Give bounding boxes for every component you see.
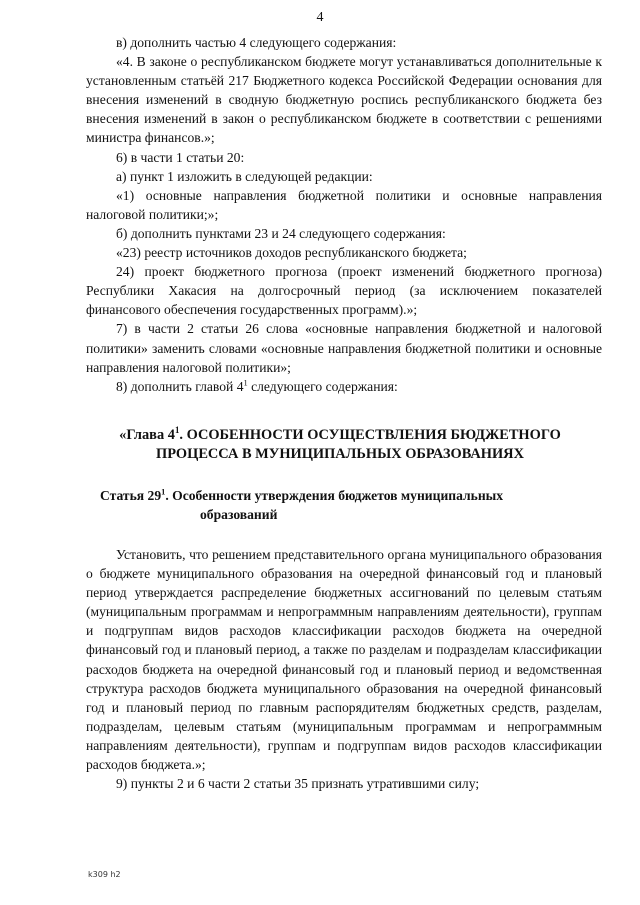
paragraph: «4. В законе о республиканском бюджете могут устанавливаться дополнительные к установленным статьёй 217 Бюджетного кодекса Российской Федерации основания для внесения изменений в сводную бюджетную роспись республиканского бюджета без внесения изменений в закон о республиканском бюджете в соответствии с решениями министра финансов.»; xyxy=(86,54,602,146)
paragraph-chapter-intro xyxy=(86,377,602,396)
footer-code: k309 h2 xyxy=(88,870,121,879)
paragraph-text: 8) дополнить главой 4 xyxy=(116,378,244,394)
article-heading-line: образований xyxy=(200,507,278,522)
paragraph: 7) в части 2 статьи 26 слова «основные направления бюджетной и налоговой политики» заменить словами «основные направления бюджетной политики и основные направления налоговой политики»; xyxy=(86,321,602,375)
page-number: 4 xyxy=(316,10,324,25)
paragraph: а) пункт 1 изложить в следующей редакции: xyxy=(116,168,373,184)
chapter-title-text: . ОСОБЕННОСТИ ОСУЩЕСТВЛЕНИЯ БЮДЖЕТНОГО xyxy=(179,427,561,443)
paragraph: в) дополнить частью 4 следующего содержания: xyxy=(116,35,397,50)
paragraph-text: следующего содержания: xyxy=(247,378,398,394)
paragraph: 9) пункты 2 и 6 части 2 статьи 35 признать утратившими силу; xyxy=(116,776,480,792)
chapter-heading xyxy=(80,426,600,464)
chapter-prefix: «Глава 4 xyxy=(119,427,175,443)
superscript: 1 xyxy=(174,425,180,436)
paragraph: «1) основные направления бюджетной политики и основные направления налоговой политики;»; xyxy=(86,187,602,222)
paragraph: 24) проект бюджетного прогноза (проект изменений бюджетного прогноза) Республики Хакасия на долгосрочный период (за исключением показателей финансового обеспечения государственных программ).»; xyxy=(86,264,602,318)
chapter-heading-line xyxy=(80,426,600,445)
article-heading xyxy=(100,486,600,524)
document-body-top xyxy=(86,33,602,396)
chapter-heading-line: ПРОЦЕССА В МУНИЦИПАЛЬНЫХ ОБРАЗОВАНИЯХ xyxy=(156,446,524,462)
article-title-text: . Особенности утверждения бюджетов муниципальных xyxy=(165,488,504,503)
article-prefix: Статья 29 xyxy=(100,488,162,503)
paragraph: 6) в части 1 статьи 20: xyxy=(116,149,245,165)
article-heading-line xyxy=(100,486,600,505)
paragraph: «23) реестр источников доходов республиканского бюджета; xyxy=(116,245,467,261)
paragraph: Установить, что решением представительного органа муниципального образования о бюджете муниципального образования на очередной финансовый год и плановый период утверждается распределение бюджетных ассигнований по целевым статьям (муниципальным программам и непрограммным направлениям деятельности), группам и подгруппам видов расходов классификации расходов бюджета на очередной финансовый год и плановый период, а также по разделам и подразделам классификации расходов бюджета на очередной финансовый год и плановый период и ведомственная структура расходов бюджета муниципального образования на очередной финансовый год и плановый период по главным распорядителям бюджетных средств, разделам, подразделам, целевым статьям (муниципальным программам и непрограммным направлениям деятельности), группам и подгруппам видов расходов классификации расходов бюджета.»; xyxy=(86,547,602,773)
superscript: 1 xyxy=(161,486,166,497)
superscript: 1 xyxy=(243,377,248,388)
paragraph: б) дополнить пунктами 23 и 24 следующего содержания: xyxy=(116,225,446,241)
document-body-bottom xyxy=(86,545,602,793)
